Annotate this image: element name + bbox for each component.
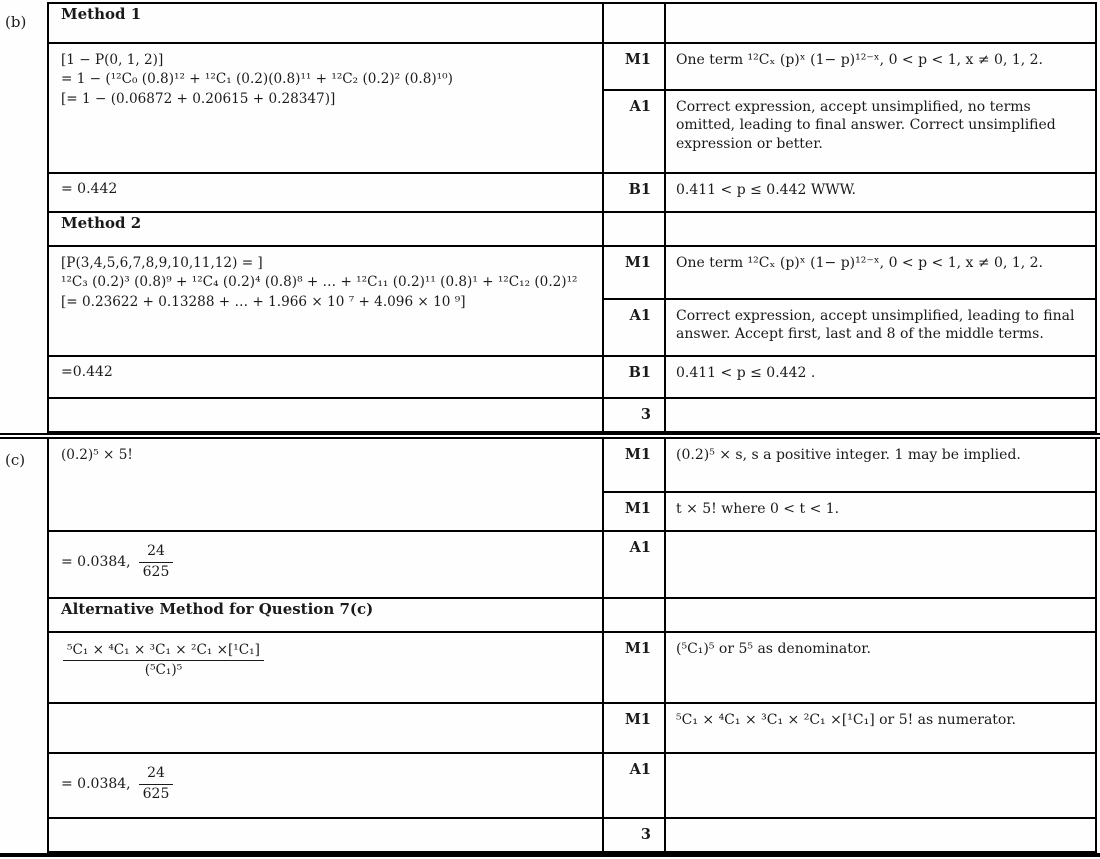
answer-prefix: = 0.0384, [61,554,131,570]
fraction [63,642,264,679]
part-c-total-row [0,819,1097,853]
method1-working-row [0,44,1097,174]
margin-spacer [0,399,47,433]
alt-method-marks-block [604,633,1097,704]
margin-spacer [0,213,47,247]
guidance-text: 0.411 < p ≤ 0.442 . [666,357,1097,397]
fraction-numerator: 24 [139,543,174,563]
marks-cell-empty [604,213,666,245]
guidance-text: Correct expression, accept unsimplified, no terms omitted, leading to final answer. Correct unsimplified expression or better. [666,91,1097,172]
fraction [139,765,174,803]
method1-working [47,44,604,174]
work-line: [= 0.23622 + 0.13288 + … + 1.966 × 10 ⁷ + 4.096 × 10 ⁹] [61,293,466,310]
method2-header-right [604,213,1097,247]
guidance-cell-empty [666,599,1097,631]
guidance-cell-empty [666,532,1097,597]
guidance-cell-empty [666,4,1097,42]
part-label-c: (c) [5,451,26,469]
mark-code: A1 [604,754,666,817]
method2-marks-block [604,247,1097,357]
guidance-cell-empty [666,213,1097,245]
part-c-working-row [0,439,1097,532]
mark-code: M1 [604,633,666,702]
guidance-text: One term ¹²Cₓ (p)ˣ (1− p)¹²⁻ˣ, 0 < p < 1, x ≠ 0, 1, 2. [666,247,1097,298]
mark-code: M1 [604,44,666,89]
total-marks: 3 [604,819,666,851]
table-bottom-rule [0,853,1100,857]
method2-header: Method 2 [47,213,604,247]
alt-method-header-row [0,599,1097,633]
fraction-denominator: (⁵C₁)⁵ [144,661,183,678]
method2-header-row [0,213,1097,247]
margin-spacer [0,357,47,399]
guidance-text: ⁵C₁ × ⁴C₁ × ³C₁ × ²C₁ ×[¹C₁] or 5! as numerator. [666,704,1097,752]
guidance-text: Correct expression, accept unsimplified, leading to final answer. Accept first, last and 8 of the middle terms. [666,300,1097,355]
margin-spacer [0,633,47,704]
alt-method-header-right [604,599,1097,633]
mark-code: B1 [604,174,666,211]
margin-spacer [0,532,47,599]
margin-spacer [0,2,47,44]
margin-spacer [0,439,47,532]
answer-cell-empty [47,399,604,433]
guidance-text: (⁵C₁)⁵ or 5⁵ as denominator. [666,633,1097,702]
mark-code: M1 [604,493,666,530]
alt-method-answer-row [0,754,1097,819]
total-marks: 3 [604,399,666,431]
part-label-b: (b) [5,13,27,31]
alt-method-answer-right [604,754,1097,819]
method1-header-right [604,2,1097,44]
mark-code: M1 [604,439,666,491]
marks-cell-empty [604,4,666,42]
fraction [139,543,174,581]
alt-method-answer [47,754,604,819]
mark-code: M1 [604,247,666,298]
work-line: ¹²C₃ (0.2)³ (0.8)⁹ + ¹²C₄ (0.2)⁴ (0.8)⁸ + … + ¹²C₁₁ (0.2)¹¹ (0.8)¹ + ¹²C₁₂ (0.2)¹² [61,274,578,291]
margin-spacer [0,754,47,819]
part-c-working [47,439,604,532]
alt-method-mark2-right [604,704,1097,754]
guidance-text: (0.2)⁵ × s, s a positive integer. 1 may be implied. [666,439,1097,491]
mark-scheme-table [0,2,1100,857]
margin-spacer [0,599,47,633]
alt-method-working-row [0,633,1097,704]
method1-marks-block [604,44,1097,174]
work-line: [P(3,4,5,6,7,8,9,10,11,12) = ] [61,255,263,271]
part-c-total-right [604,819,1097,853]
answer-cell-empty [47,704,604,754]
margin-spacer [0,704,47,754]
margin-spacer [0,247,47,357]
part-b-total-right [604,399,1097,433]
work-line: = 1 − (¹²C₀ (0.8)¹² + ¹²C₁ (0.2)(0.8)¹¹ + ¹²C₂ (0.2)² (0.8)¹⁰) [61,71,453,88]
method1-header-row [0,2,1097,44]
alt-method-mark2-row [0,704,1097,754]
method1-header: Method 1 [47,2,604,44]
work-line: (0.2)⁵ × 5! [61,447,133,463]
alt-method-header: Alternative Method for Question 7(c) [47,599,604,633]
guidance-text: One term ¹²Cₓ (p)ˣ (1− p)¹²⁻ˣ, 0 < p < 1, x ≠ 0, 1, 2. [666,44,1097,89]
method2-working-row [0,247,1097,357]
guidance-cell-empty [666,754,1097,817]
method2-answer-right [604,357,1097,399]
method1-answer-right [604,174,1097,213]
answer-cell-empty [47,819,604,853]
mark-code: B1 [604,357,666,397]
fraction-denominator: 625 [142,785,170,802]
mark-code: M1 [604,704,666,752]
margin-spacer [0,174,47,213]
part-c-answer-row [0,532,1097,599]
mark-code: A1 [604,532,666,597]
method1-answer-row [0,174,1097,213]
margin-spacer [0,819,47,853]
part-c-answer-right [604,532,1097,599]
part-c-marks-block [604,439,1097,532]
fraction-numerator: ⁵C₁ × ⁴C₁ × ³C₁ × ²C₁ ×[¹C₁] [63,642,264,661]
guidance-cell-empty [666,819,1097,851]
method1-answer: = 0.442 [47,174,604,213]
method2-answer: =0.442 [47,357,604,399]
marks-cell-empty [604,599,666,631]
mark-code: A1 [604,300,666,355]
mark-code: A1 [604,91,666,172]
fraction-numerator: 24 [139,765,174,785]
guidance-cell-empty [666,399,1097,431]
guidance-text: 0.411 < p ≤ 0.442 WWW. [666,174,1097,211]
method2-working [47,247,604,357]
margin-spacer [0,44,47,174]
work-line: [= 1 − (0.06872 + 0.20615 + 0.28347)] [61,90,336,107]
guidance-text: t × 5! where 0 < t < 1. [666,493,1097,530]
fraction-denominator: 625 [142,563,170,580]
work-line: [1 − P(0, 1, 2)] [61,52,164,68]
method2-answer-row [0,357,1097,399]
answer-prefix: = 0.0384, [61,776,131,792]
alt-method-working [47,633,604,704]
part-b-total-row [0,399,1097,433]
part-c-answer [47,532,604,599]
